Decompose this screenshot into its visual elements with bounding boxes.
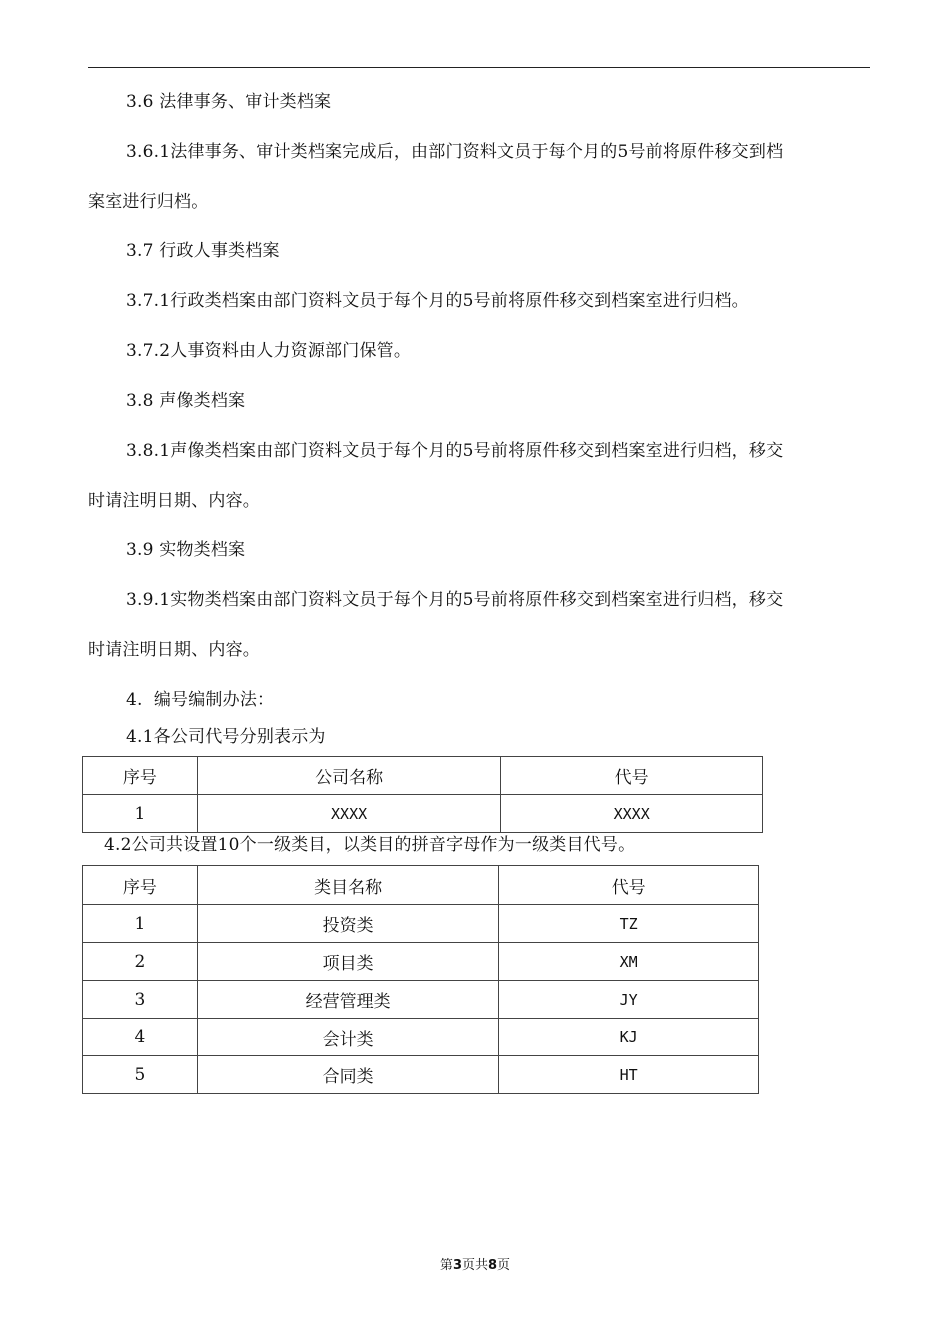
table-cell: 合同类 — [197, 1056, 499, 1094]
table-cell: 经营管理类 — [197, 981, 499, 1019]
table-header-row — [83, 757, 763, 795]
table-cell: 项目类 — [197, 943, 499, 981]
category-code-table — [82, 865, 759, 1094]
paragraph-3-7-2: 3.7.2人事资料由人力资源部门保管。 — [126, 341, 412, 361]
table-header-cell: 序号 — [83, 866, 198, 905]
table-row — [83, 1019, 759, 1056]
heading-4: 4. 编号编制办法： — [126, 690, 275, 710]
paragraph-3-8-1-line2: 时请注明日期、内容。 — [88, 491, 260, 511]
heading-3-9: 3.9 实物类档案 — [126, 540, 246, 560]
table-cell: 3 — [83, 981, 198, 1019]
paragraph-4-1: 4.1各公司代号分别表示为 — [126, 727, 326, 747]
table-row — [83, 943, 759, 981]
company-code-table — [82, 756, 763, 833]
paragraph-3-6-1-line1: 3.6.1法律事务、审计类档案完成后，由部门资料文员于每个月的5号前将原件移交到档 — [126, 142, 784, 162]
footer-suffix: 页 — [497, 1258, 511, 1273]
table-header-cell: 代号 — [501, 757, 763, 795]
paragraph-3-9-1-line1: 3.9.1实物类档案由部门资料文员于每个月的5号前将原件移交到档案室进行归档，移交 — [126, 590, 784, 610]
paragraph-3-8-1-line1: 3.8.1声像类档案由部门资料文员于每个月的5号前将原件移交到档案室进行归档，移交 — [126, 441, 784, 461]
paragraph-3-9-1-line2: 时请注明日期、内容。 — [88, 640, 260, 660]
footer-page-number: 3 — [452, 1258, 462, 1273]
table-cell: XM — [499, 943, 759, 981]
table-cell: 会计类 — [197, 1019, 499, 1056]
heading-3-8: 3.8 声像类档案 — [126, 391, 246, 411]
table-row — [83, 981, 759, 1019]
table-cell: 5 — [83, 1056, 198, 1094]
table-cell: HT — [499, 1056, 759, 1094]
table-cell: 1 — [83, 795, 198, 833]
header-rule — [88, 67, 870, 68]
table-cell: 1 — [83, 905, 198, 943]
footer-middle: 页共 — [461, 1258, 488, 1273]
heading-3-6: 3.6 法律事务、审计类档案 — [126, 92, 332, 112]
table-cell: 投资类 — [197, 905, 499, 943]
table-header-cell: 代号 — [499, 866, 759, 905]
table-cell: 4 — [83, 1019, 198, 1056]
table-cell: XXXX — [197, 795, 501, 833]
paragraph-3-6-1-line2: 案室进行归档。 — [88, 192, 209, 212]
table-cell: KJ — [499, 1019, 759, 1056]
table-cell: TZ — [499, 905, 759, 943]
paragraph-4-2: 4.2公司共设置10个一级类目，以类目的拼音字母作为一级类目代号。 — [104, 835, 636, 855]
footer-total-pages: 8 — [488, 1258, 498, 1273]
footer-prefix: 第 — [439, 1258, 453, 1273]
table-cell: JY — [499, 981, 759, 1019]
table-cell: XXXX — [501, 795, 763, 833]
table-row — [83, 795, 763, 833]
table-header-cell: 类目名称 — [197, 866, 499, 905]
table-row — [83, 1056, 759, 1094]
table-header-cell: 序号 — [83, 757, 198, 795]
heading-3-7: 3.7 行政人事类档案 — [126, 241, 280, 261]
paragraph-3-7-1: 3.7.1行政类档案由部门资料文员于每个月的5号前将原件移交到档案室进行归档。 — [126, 291, 749, 311]
table-header-row — [83, 866, 759, 905]
page-footer — [0, 1254, 950, 1273]
table-row — [83, 905, 759, 943]
table-cell: 2 — [83, 943, 198, 981]
table-header-cell: 公司名称 — [197, 757, 501, 795]
